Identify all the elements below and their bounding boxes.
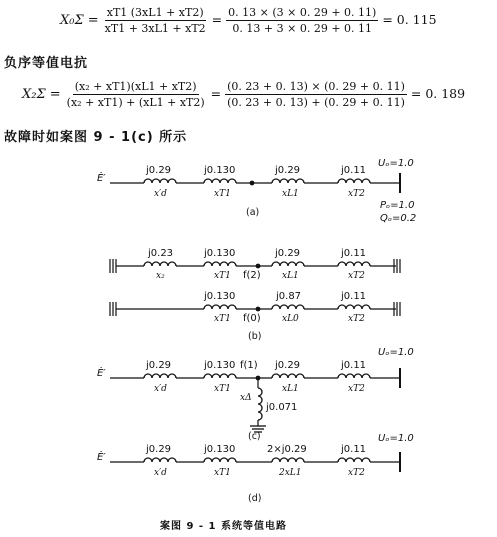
label-a-1: j0.29 [146,165,172,176]
eq1-denominator: xT1 + 3xL1 + xT2 [104,22,206,35]
coil-b1-1 [144,262,176,266]
caption-c: (c) [248,431,261,442]
label-c-1: j0.29 [146,360,172,371]
coil-b1-2 [204,262,236,266]
figure-caption: 案图 9 - 1 系统等值电路 [160,521,287,532]
coil-c-3 [272,374,304,378]
equation-zero-sequence: X₀Σ = $\frac{xT1 (3xL1 + xT2)}{xT1 + 3xL1 + xT2}$ = $\frac{0. 13 \times (3 \times 0. 29 + 0. 11)}{0. 13 + 3 \times 0. 29 + 0. 11}$ = 0. 115 [60,6,437,35]
sub-a-1: x′d [154,189,167,199]
label-b1-2: j0.130 [204,248,236,259]
voltage-d: Uₒ=1.0 [378,433,414,444]
coil-d-3 [272,458,304,462]
sub-b2-3: xT2 [348,314,365,324]
fault-node-b1 [256,264,261,269]
label-b2-2: j0.87 [276,291,302,302]
eq1-result: = 0. 115 [382,12,437,27]
equation-negative-sequence: X₂Σ = $\frac{\text{(x₂ + xT1)(xL1 + xT2)}}{\text{(x₂ + xT1) + (xL1 + xT2)}}$ = $\frac{(0. 23 + 0. 13) \times (0. 29 + 0. 11)}{(0. 23 + 0. 13) + (0. 29 + 0. 11)}$ = 0. 189 [22,80,466,109]
sub-b1-4: xT2 [348,271,365,281]
eq2-denominator: (x₂ + xT1) + (xL1 + xT2) [66,96,205,109]
sub-b1-3: xL1 [282,271,299,281]
label-d-3: 2×j0.29 [267,444,307,455]
source-emf-c: Ė′ [97,368,106,379]
coil-a-1 [144,179,176,183]
label-a-3: j0.29 [275,165,301,176]
node-a [250,181,255,186]
label-b2-1: j0.130 [204,291,236,302]
eq2-numerator-numeric: (0. 23 + 0. 13) × (0. 29 + 0. 11) [227,80,405,93]
caption-d: (d) [248,493,262,504]
sub-a-2: xT1 [214,189,231,199]
voltage-a: Uₒ=1.0 [378,158,414,169]
coil-c-1 [144,374,176,378]
label-b1-4: j0.11 [341,248,367,259]
coil-b2-2 [272,305,304,309]
coil-d-2 [204,458,236,462]
fault-label-c: f(1) [240,360,258,371]
eq1-denominator-numeric: 0. 13 + 3 × 0. 29 + 0. 11 [232,22,373,35]
label-c-4: j0.11 [341,360,367,371]
sub-a-4: xT2 [348,189,365,199]
sub-d-4: xT2 [348,468,365,478]
label-a-2: j0.130 [204,165,236,176]
eq2-result: = 0. 189 [410,86,466,101]
sub-d-2: xT1 [214,468,231,478]
source-emf-d: Ė′ [97,452,106,463]
diagram-c [110,368,400,432]
coil-d-1 [144,458,176,462]
coil-b1-3 [272,262,304,266]
voltage-c: Uₒ=1.0 [378,347,414,358]
eq2-numerator: (x₂ + xT1)(xL1 + xT2) [74,80,197,93]
coil-c-4 [338,374,370,378]
coil-a-2 [204,179,236,183]
sub-c-3: xL1 [282,384,299,394]
coil-b2-3 [338,305,370,309]
eq1-numerator-numeric: 0. 13 × (3 × 0. 29 + 0. 11) [228,6,377,19]
sub-c-shunt: xΔ [240,393,252,403]
eq1-lhs: X₀Σ = [60,13,99,28]
label-b1-1: j0.23 [148,248,174,259]
coil-b1-4 [338,262,370,266]
coil-c-2 [204,374,236,378]
label-d-2: j0.130 [204,444,236,455]
caption-a: (a) [246,207,260,218]
label-c-3: j0.29 [275,360,301,371]
eq1-numerator: xT1 (3xL1 + xT2) [106,6,204,19]
sub-c-2: xT1 [214,384,231,394]
label-a-4: j0.11 [341,165,367,176]
eq2-denominator-numeric: (0. 23 + 0. 13) + (0. 29 + 0. 11) [227,96,405,109]
label-b2-3: j0.11 [341,291,367,302]
label-d-4: j0.11 [341,444,367,455]
ground-b1-left [110,259,116,273]
caption-b: (b) [248,331,262,342]
sub-a-3: xL1 [282,189,299,199]
sub-c-1: x′d [154,384,167,394]
fault-label-b2: f(0) [243,313,261,324]
coil-b2-1 [204,305,236,309]
sub-d-3: 2xL1 [279,468,302,478]
label-c-shunt: j0.071 [266,402,298,413]
ground-b2-left [110,302,116,316]
power-p-a: Pₒ=1.0 [380,200,415,211]
coil-c-shunt [258,388,262,420]
coil-d-4 [338,458,370,462]
sub-b1-1: x₂ [156,271,165,281]
coil-a-3 [272,179,304,183]
heading-negative-sequence: 负序等值电抗 [4,56,89,71]
label-b1-3: j0.29 [275,248,301,259]
fault-label-b1: f(2) [243,270,261,281]
eq2-lhs: X₂Σ = [22,87,61,102]
sub-b1-2: xT1 [214,271,231,281]
sub-b2-2: xL0 [282,314,299,324]
power-q-a: Qₒ=0.2 [380,213,417,224]
label-d-1: j0.29 [146,444,172,455]
sub-d-1: x′d [154,468,167,478]
fault-node-b2 [256,307,261,312]
sub-b2-1: xT1 [214,314,231,324]
sub-c-4: xT2 [348,384,365,394]
source-emf-a: Ė′ [97,173,106,184]
coil-a-4 [338,179,370,183]
heading-fault-case: 故障时如案图 9 - 1(c) 所示 [4,130,188,145]
label-c-2: j0.130 [204,360,236,371]
